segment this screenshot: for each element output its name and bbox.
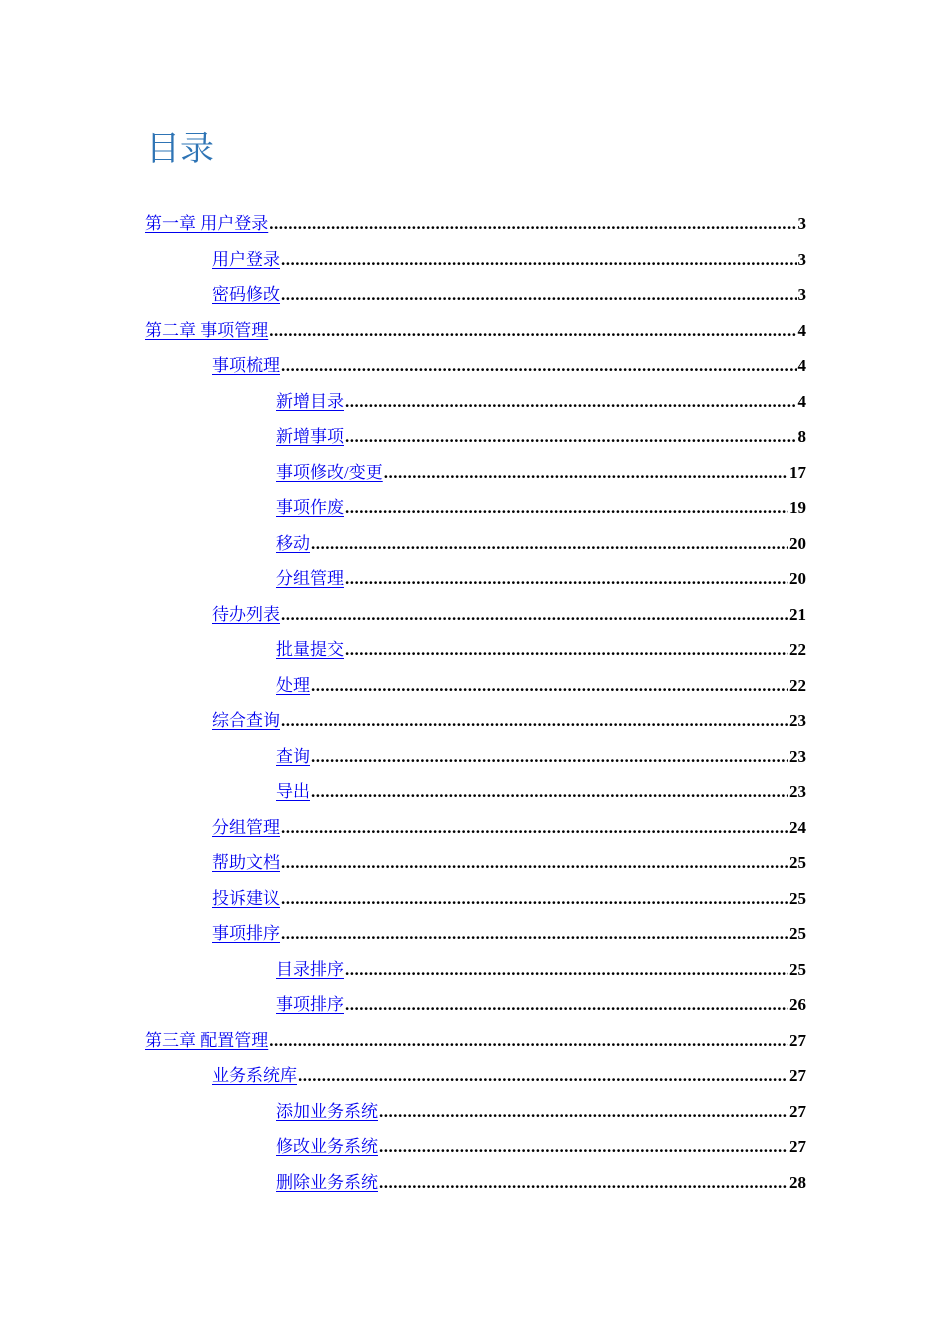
toc-dot-leader <box>281 277 797 313</box>
toc-dot-leader <box>281 348 797 384</box>
toc-entry[interactable] <box>0 668 806 704</box>
toc-link[interactable]: 业务系统库 <box>212 1066 297 1085</box>
toc-entry[interactable] <box>0 1023 806 1059</box>
toc-dot-leader <box>269 1023 788 1059</box>
toc-page-number: 4 <box>797 320 806 340</box>
toc-page-number: 25 <box>789 853 806 872</box>
toc-link[interactable]: 分组管理 <box>276 569 344 588</box>
toc-entry[interactable] <box>0 490 806 526</box>
toc-page-number: 3 <box>797 214 806 233</box>
page-title: 目录 <box>146 129 214 169</box>
toc-entry[interactable] <box>0 881 806 917</box>
toc-link[interactable]: 添加业务系统 <box>276 1101 378 1121</box>
toc-entry[interactable] <box>0 206 806 242</box>
toc-link[interactable]: 新增事项 <box>276 427 344 446</box>
toc-entry[interactable] <box>0 1094 806 1130</box>
toc-entry[interactable] <box>0 1165 806 1201</box>
toc-dot-leader <box>345 632 788 668</box>
toc-link[interactable]: 事项作废 <box>276 498 344 517</box>
toc-dot-leader <box>281 597 788 633</box>
toc-dot-leader <box>269 313 796 349</box>
toc-page-number: 27 <box>789 1101 806 1121</box>
toc-link[interactable]: 第一章 用户登录 <box>145 214 269 233</box>
toc-page-number: 27 <box>789 1066 806 1085</box>
toc-page-number: 25 <box>789 888 806 908</box>
toc-dot-leader <box>384 455 788 491</box>
toc-page-number: 25 <box>789 959 806 979</box>
toc-page-number: 17 <box>789 462 806 482</box>
toc-link[interactable]: 帮助文档 <box>212 853 280 872</box>
toc-entry[interactable] <box>0 952 806 988</box>
toc-page-number: 3 <box>797 285 806 304</box>
toc-dot-leader <box>281 845 788 881</box>
toc-page-number: 22 <box>789 675 806 695</box>
toc-dot-leader <box>311 739 788 775</box>
toc-link[interactable]: 新增目录 <box>276 391 344 411</box>
toc-dot-leader <box>345 987 788 1023</box>
table-of-contents <box>0 206 950 1200</box>
toc-entry[interactable] <box>0 561 806 597</box>
toc-link[interactable]: 第三章 配置管理 <box>145 1030 269 1050</box>
toc-dot-leader <box>379 1165 788 1201</box>
toc-page-number: 4 <box>797 391 806 411</box>
toc-entry[interactable] <box>0 526 806 562</box>
toc-link[interactable]: 用户登录 <box>212 249 280 269</box>
toc-link[interactable]: 删除业务系统 <box>276 1172 378 1192</box>
toc-page-number: 27 <box>789 1030 806 1050</box>
toc-dot-leader <box>311 668 788 704</box>
toc-page-number: 24 <box>789 817 806 837</box>
toc-entry[interactable] <box>0 384 806 420</box>
toc-page-number: 23 <box>789 782 806 801</box>
toc-page-number: 4 <box>797 356 806 375</box>
toc-page-number: 21 <box>789 604 806 624</box>
toc-dot-leader <box>345 952 788 988</box>
toc-link[interactable]: 移动 <box>276 533 310 553</box>
toc-page-number: 28 <box>789 1172 806 1192</box>
toc-entry[interactable] <box>0 632 806 668</box>
toc-dot-leader <box>281 703 788 739</box>
toc-dot-leader <box>298 1058 788 1094</box>
toc-entry[interactable] <box>0 845 806 881</box>
toc-dot-leader <box>345 384 797 420</box>
toc-entry[interactable] <box>0 739 806 775</box>
toc-link[interactable]: 目录排序 <box>276 959 344 979</box>
toc-dot-leader <box>281 242 797 278</box>
toc-link[interactable]: 批量提交 <box>276 640 344 659</box>
toc-link[interactable]: 事项排序 <box>276 995 344 1014</box>
toc-page-number: 23 <box>789 746 806 766</box>
toc-link[interactable]: 导出 <box>276 782 310 801</box>
toc-dot-leader <box>345 561 788 597</box>
toc-entry[interactable] <box>0 1129 806 1165</box>
toc-entry[interactable] <box>0 987 806 1023</box>
toc-entry[interactable] <box>0 810 806 846</box>
toc-link[interactable]: 投诉建议 <box>212 888 280 908</box>
toc-entry[interactable] <box>0 774 806 810</box>
toc-page-number: 20 <box>789 569 806 588</box>
toc-link[interactable]: 事项梳理 <box>212 356 280 375</box>
toc-entry[interactable] <box>0 1058 806 1094</box>
toc-dot-leader <box>311 526 788 562</box>
toc-page-number: 27 <box>789 1137 806 1156</box>
toc-dot-leader <box>345 419 797 455</box>
toc-page-number: 23 <box>789 711 806 730</box>
toc-link[interactable]: 事项修改/变更 <box>276 462 383 482</box>
toc-link[interactable]: 事项排序 <box>212 924 280 943</box>
toc-dot-leader <box>269 206 796 242</box>
toc-dot-leader <box>345 490 788 526</box>
toc-dot-leader <box>311 774 788 810</box>
toc-dot-leader <box>379 1129 788 1165</box>
toc-page-number: 8 <box>797 427 806 446</box>
toc-entry[interactable] <box>0 348 806 384</box>
toc-entry[interactable] <box>0 455 806 491</box>
toc-link[interactable]: 第二章 事项管理 <box>145 320 269 340</box>
toc-link[interactable]: 查询 <box>276 746 310 766</box>
toc-page-number: 19 <box>789 498 806 517</box>
toc-page-number: 22 <box>789 640 806 659</box>
toc-page-number: 3 <box>797 249 806 269</box>
toc-entry[interactable] <box>0 419 806 455</box>
toc-entry[interactable] <box>0 313 806 349</box>
toc-entry[interactable] <box>0 916 806 952</box>
toc-link[interactable]: 处理 <box>276 675 310 695</box>
toc-dot-leader <box>281 916 788 952</box>
toc-link[interactable]: 综合查询 <box>212 711 280 730</box>
toc-page-number: 26 <box>789 995 806 1014</box>
toc-link[interactable]: 待办列表 <box>212 604 280 624</box>
toc-link[interactable]: 分组管理 <box>212 817 280 837</box>
toc-page-number: 25 <box>789 924 806 943</box>
toc-dot-leader <box>281 881 788 917</box>
toc-dot-leader <box>379 1094 788 1130</box>
toc-link[interactable]: 密码修改 <box>212 285 280 304</box>
toc-entry[interactable] <box>0 597 806 633</box>
toc-link[interactable]: 修改业务系统 <box>276 1137 378 1156</box>
toc-page-number: 20 <box>789 533 806 553</box>
toc-entry[interactable] <box>0 277 806 313</box>
toc-entry[interactable] <box>0 242 806 278</box>
toc-dot-leader <box>281 810 788 846</box>
toc-entry[interactable] <box>0 703 806 739</box>
